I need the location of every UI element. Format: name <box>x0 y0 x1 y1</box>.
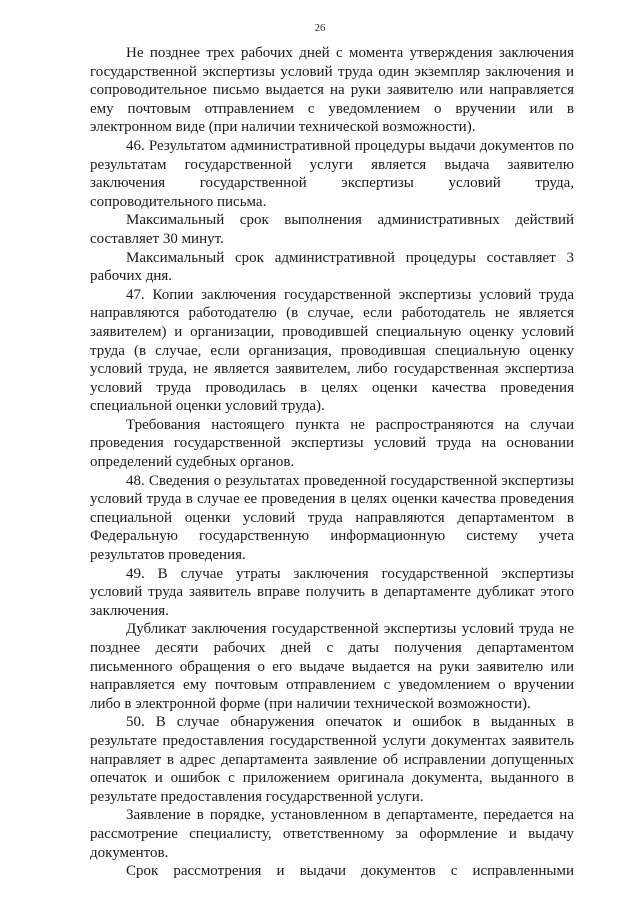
document-body <box>90 44 574 881</box>
paragraph-50-typos-and-errors: 50. В случае обнаружения опечаток и ошибок в выданных в результате предоставления государственной услуги документах заявитель направляет в адрес департамента заявление об исправлении допущенных опечаток и ошибок с приложением оригинала документа, выданного в результате предоставления государственной услуги. <box>90 714 574 805</box>
paragraph-47-copies-of-conclusion: 47. Копии заключения государственной экспертизы условий труда направляются работодателю (в случае, если работодатель не является заявителем) и организации, проводившей специальную оценку условий труда (в случае, если организация, проводившая специальную оценку условий труда, не является заявителем, либо государственная экспертиза условий труда проводилась в целях оценки качества проведения специальной оценки условий труда). <box>90 286 574 415</box>
paragraph-max-action-time: Максимальный срок выполнения административных действий составляет 30 минут. <box>90 212 574 247</box>
page-number: 26 <box>314 22 326 34</box>
paragraph-issuance-of-conclusion: Не позднее трех рабочих дней с момента утверждения заключения государственной экспертизы условий труда один экземпляр заключения и сопроводительное письмо выдается на руки заявителю или направляется ему почтовым отправлением с уведомлением о вручении или в электронном виде (при наличии технической возможности). <box>90 45 574 136</box>
paragraph-review-period-start: Срок рассмотрения и выдачи документов с исправленными <box>126 863 574 880</box>
paragraph-duplicate-issuance: Дубликат заключения государственной экспертизы условий труда не позднее десяти рабочих дней с даты получения департаментом письменного обращения о его выдаче выдается на руки заявителю или направляется ему почтовым отправлением с уведомлением о вручении либо в электронной форме (при наличии технической возможности). <box>90 621 574 712</box>
paragraph-46-result-of-procedure: 46. Результатом административной процедуры выдачи документов по результатам государственной услуги является выдача заявителю заключения государственной экспертизы условий труда, сопроводительного письма. <box>90 137 574 210</box>
paragraph-49-loss-of-conclusion: 49. В случае утраты заключения государственной экспертизы условий труда заявитель вправе получить в департаменте дубликат этого заключения. <box>90 565 574 619</box>
paragraph-application-review: Заявление в порядке, установленном в департаменте, передается на рассмотрение специалисту, ответственному за оформление и выдачу документов. <box>90 807 574 861</box>
paragraph-max-procedure-time: Максимальный срок административной процедуры составляет 3 рабочих дня. <box>90 249 574 285</box>
paragraph-48-information-on-results: 48. Сведения о результатах проведенной государственной экспертизы условий труда в случае ее проведения в целях оценки качества проведения специальной оценки условий труда направляются департаментом в Федеральную государственную информационную систему учета результатов проведения. <box>90 472 574 564</box>
paragraph-requirements-exception: Требования настоящего пункта не распространяются на случаи проведения государственной экспертизы условий труда на основании определений судебных органов. <box>90 416 574 471</box>
